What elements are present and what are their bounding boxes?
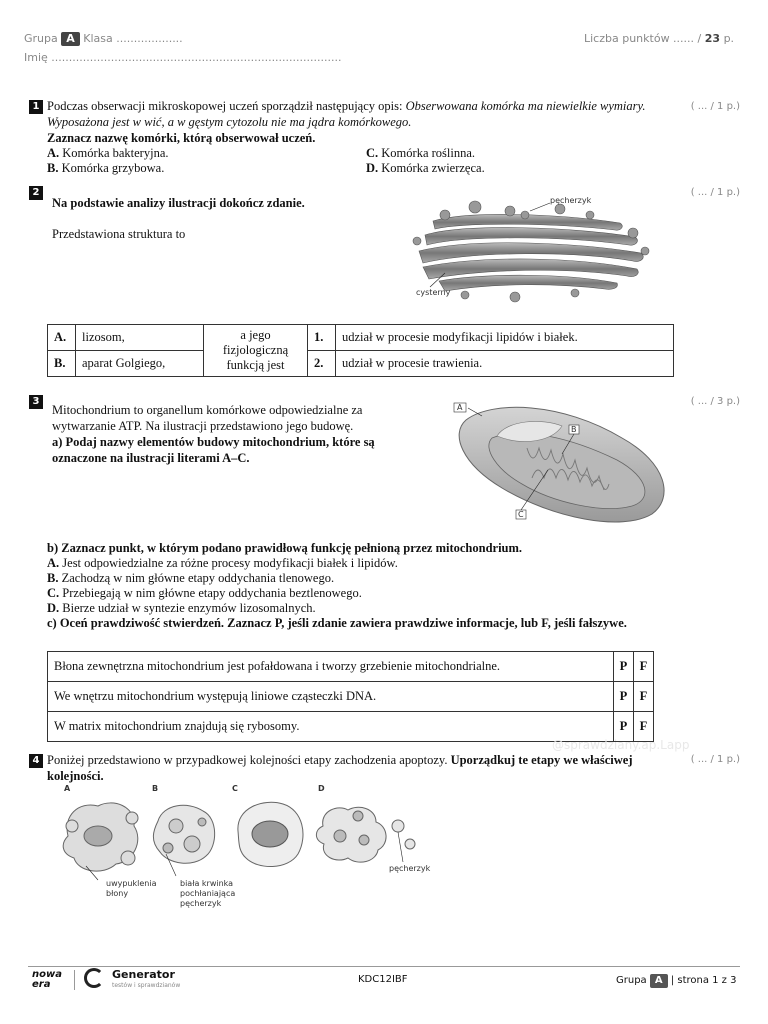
option-text: Komórka roślinna. — [381, 146, 476, 160]
option-letter: D. — [47, 601, 60, 615]
q3-task-a-text: a) Podaj nazwy elementów budowy mitochondrium, które są oznaczone na ilustracji literami A–C. — [52, 435, 375, 465]
golgi-cisterns — [419, 214, 643, 291]
statement-1-p[interactable]: P — [614, 652, 634, 682]
group-badge: A — [61, 32, 80, 46]
q2-option-1-text[interactable]: udział w procesie modyfikacji lipidów i białek. — [336, 325, 674, 351]
option-text: Zachodzą w nim główne etapy oddychania tlenowego. — [61, 571, 335, 585]
apoptosis-illustration — [58, 796, 438, 886]
q3-task-c-text: c) Oceń prawdziwość stwierdzeń. Zaznacz P, jeśli zdanie zawiera prawdziwe informacje, lub F, jeśli fałszywe. — [47, 616, 627, 630]
generator-logo-icon — [84, 968, 104, 988]
q3-option-b[interactable] — [47, 571, 334, 587]
footer-page-info — [616, 974, 736, 988]
q4-points: ( ... / 1 p.) — [690, 754, 740, 765]
stage-a-cell — [63, 803, 138, 871]
question-number-2: 2 — [29, 186, 43, 200]
q2-sentence: Przedstawiona struktura to — [52, 227, 186, 241]
class-field: Klasa ................... — [83, 32, 183, 45]
generator-subtitle: testów i sprawdzianów — [112, 982, 181, 989]
stage-b-cell — [153, 805, 214, 863]
footer-divider — [28, 966, 740, 967]
points-unit: p. — [723, 32, 735, 45]
q4-text — [47, 753, 667, 784]
q1-text — [47, 99, 677, 130]
d-vesicle-label: pęcherzyk — [389, 864, 431, 873]
q2-option-1-num[interactable]: 1. — [308, 325, 336, 351]
q2-task — [52, 196, 305, 212]
brand-logo — [32, 970, 62, 990]
q1-quote: Obserwowana komórka ma niewielkie wymiary. Wyposażona jest w wić, a w gęstym cytozolu nie ma jądra komórkowego. — [47, 99, 646, 129]
points-total-line — [584, 32, 734, 46]
option-text: Komórka bakteryjna. — [62, 146, 169, 160]
q2-points: ( ... / 1 p.) — [690, 187, 740, 198]
q2-option-2-text[interactable]: udział w procesie trawienia. — [336, 351, 674, 377]
group-label: Grupa — [24, 32, 58, 45]
q1-task — [47, 131, 315, 147]
option-text: Bierze udział w syntezie enzymów lizosomalnych. — [62, 601, 316, 615]
q3-task-a — [52, 435, 422, 466]
statement-1: Błona zewnętrzna mitochondrium jest pofałdowana i tworzy grzebienie mitochondrialne. — [48, 652, 614, 682]
q3-task-c — [47, 616, 667, 632]
q2-option-2-num[interactable]: 2. — [308, 351, 336, 377]
q2-middle-text: a jego fizjologiczną funkcją jest — [204, 325, 308, 377]
footer-page-number: | strona 1 z 3 — [670, 975, 737, 986]
option-letter: C. — [366, 146, 379, 160]
option-letter: A. — [47, 556, 60, 570]
q3-points: ( ... / 3 p.) — [690, 396, 740, 407]
q1-option-b[interactable] — [47, 161, 164, 177]
q3-true-false-table — [47, 651, 654, 742]
document-code: KDC12IBF — [358, 974, 408, 985]
footer-group-label: Grupa — [616, 975, 647, 986]
golgi-vesicle-label: pęcherzyk — [550, 196, 592, 205]
q1-points: ( ... / 1 p.) — [690, 101, 740, 112]
points-label: Liczba punktów ...... / — [584, 32, 702, 45]
mito-label-a: A — [457, 403, 463, 412]
option-text: Komórka grzybowa. — [61, 161, 165, 175]
q1-option-a[interactable] — [47, 146, 169, 162]
name-field: Imię ................................................................................... — [24, 51, 342, 64]
option-letter: D. — [366, 161, 379, 175]
q3-intro: Mitochondrium to organellum komórkowe odpowiedzialne za wytwarzanie ATP. Na ilustracji przedstawiono jego budowę. — [52, 403, 363, 433]
q4-intro: Poniżej przedstawiono w przypadkowej kolejności etapy zachodzenia apoptozy. — [47, 753, 448, 767]
question-number-3: 3 — [29, 395, 43, 409]
q2-answer-table — [47, 324, 674, 377]
golgi-illustration — [405, 193, 655, 303]
statement-2-f[interactable]: F — [634, 682, 654, 712]
q1-intro: Podczas obserwacji mikroskopowej uczeń sporządził następujący opis: — [47, 99, 403, 113]
statement-3-f[interactable]: F — [634, 712, 654, 742]
watermark: @sprawdziany.ap.Lapp — [552, 738, 690, 752]
q4-task: Uporządkuj te etapy we właściwej kolejności. — [47, 753, 633, 783]
q2-option-a-letter[interactable]: A. — [48, 325, 76, 351]
q3-task-b-text: b) Zaznacz punkt, w którym podano prawidłową funkcję pełnioną przez mitochondrium. — [47, 541, 523, 555]
wbc-label: biała krwinka pochłaniająca pęcherzyk — [180, 879, 236, 908]
statement-3: W matrix mitochondrium znajdują się rybosomy. — [48, 712, 614, 742]
question-number-4: 4 — [29, 754, 43, 768]
option-text: Komórka zwierzęca. — [381, 161, 485, 175]
header-group-line — [24, 32, 183, 46]
golgi-cisterns-label: cysterny — [416, 288, 451, 297]
option-text: Jest odpowiedzialne za różne procesy modyfikacji białek i lipidów. — [62, 556, 398, 570]
q2-option-b-text[interactable]: aparat Golgiego, — [76, 351, 204, 377]
option-letter: A. — [47, 146, 60, 160]
q3-task-b — [47, 541, 687, 557]
question-number-1: 1 — [29, 100, 43, 114]
option-text: Przebiegają w nim główne etapy oddychania beztlenowego. — [62, 586, 362, 600]
mito-label-c: C — [518, 510, 524, 519]
mitochondrion-illustration — [452, 398, 677, 526]
brand-bottom: era — [32, 979, 51, 990]
option-letter: C. — [47, 586, 60, 600]
mito-label-b: B — [571, 425, 577, 434]
stage-label-d: D — [318, 784, 325, 793]
q3-option-c[interactable] — [47, 586, 362, 602]
q2-task-text: Na podstawie analizy ilustracji dokończ zdanie. — [52, 196, 305, 210]
vesicle-pointer-d — [398, 832, 403, 862]
statement-3-p[interactable]: P — [614, 712, 634, 742]
stage-label-b: B — [152, 784, 159, 793]
stage-c-cell — [238, 802, 303, 866]
vesicle-pointer — [530, 203, 550, 211]
statement-2: We wnętrzu mitochondrium występują liniowe cząsteczki DNA. — [48, 682, 614, 712]
generator-title: Generator — [112, 968, 175, 981]
q1-option-c[interactable] — [366, 146, 475, 162]
q3-option-d[interactable] — [47, 601, 316, 617]
footer-group-badge: A — [650, 974, 668, 988]
points-total: 23 — [704, 32, 721, 45]
stage-label-c: C — [232, 784, 238, 793]
stage-d-fragments — [316, 807, 415, 862]
option-letter: B. — [47, 571, 59, 585]
blebs-label: uwypuklenia błony — [106, 879, 157, 898]
brand-divider — [74, 970, 75, 990]
option-letter: B. — [47, 161, 59, 175]
statement-1-f[interactable]: F — [634, 652, 654, 682]
stage-label-a: A — [64, 784, 71, 793]
statement-2-p[interactable]: P — [614, 682, 634, 712]
q2-option-b-letter[interactable]: B. — [48, 351, 76, 377]
brand-top: nowa — [32, 969, 62, 980]
q2-option-a-text[interactable]: lizosom, — [76, 325, 204, 351]
q1-option-d[interactable] — [366, 161, 485, 177]
q3-option-a[interactable] — [47, 556, 398, 572]
q1-task-text: Zaznacz nazwę komórki, którą obserwował uczeń. — [47, 131, 316, 145]
